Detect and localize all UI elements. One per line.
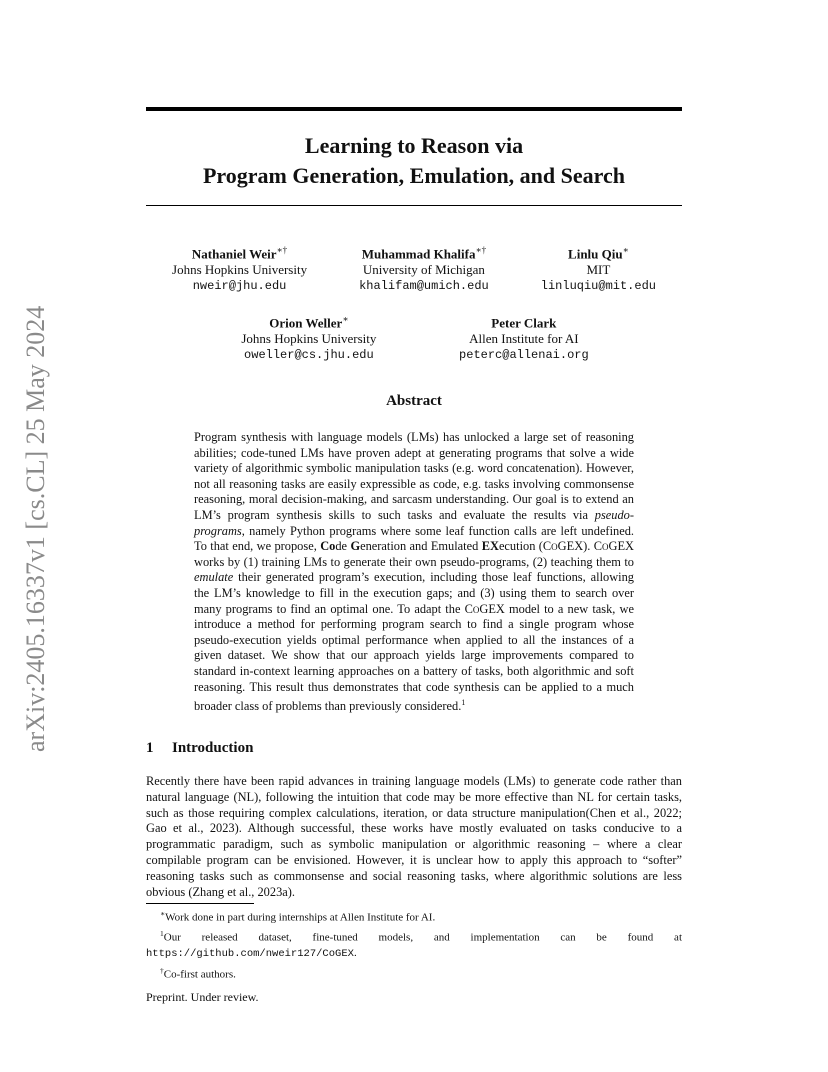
author-mark: ∗†: [475, 245, 487, 255]
author-affiliation: Johns Hopkins University: [172, 262, 308, 278]
author-email[interactable]: peterc@allenai.org: [459, 348, 589, 363]
author-name: Nathaniel Weir: [191, 246, 277, 262]
author-affiliation: Johns Hopkins University: [241, 331, 377, 347]
author-affiliation: Allen Institute for AI: [469, 331, 579, 347]
abstract-heading: Abstract: [386, 393, 442, 409]
footnote-text: Work done in part during internships at Allen Institute for AI.: [165, 911, 436, 924]
paper-title: [146, 131, 682, 191]
intro-paragraph: Recently there have been rapid advances in training language models (LMs) to generate code rather than natural language (NL), following the intuition that code may be more effective than NL for certain tasks, such as those requiring complex calculations, iteration, or data structure manipulation(Chen et al., 2022; Gao et al., 2023). Although successful, these works have mostly evaluated on tasks conducive to a programmatic paradigm, such as symbolic manipulation or algorithmic reasoning – where a clear compilable program can be envisioned. However, it is unclear how to apply this approach to “softer” reasoning tasks such as commonsense and social reasoning tasks, where algorithmic solutions are less obvious (Zhang et al., 2023a).: [146, 774, 682, 899]
footnote-mark: 1: [160, 929, 164, 939]
title-line-1: Learning to Reason via: [304, 133, 524, 158]
method-name: CoGEX: [542, 539, 584, 554]
author-affiliation: MIT: [586, 262, 611, 278]
author-block: [459, 311, 589, 363]
preprint-note: Preprint. Under review.: [146, 990, 259, 1004]
author-block: [241, 311, 376, 363]
abstract-bold: Co: [320, 539, 336, 554]
abstract-text: their generated program’s execution, including those leaf functions, allowing the LM’s knowledge to fill in the execution gaps; and (3) using them to search over many programs to find an optimal one. To adapt the: [194, 570, 634, 616]
abstract-emphasis: pseudo-programs: [194, 507, 634, 538]
method-name: CoGEX: [464, 601, 505, 616]
author-name: Peter Clark: [491, 315, 557, 331]
footnote-ref[interactable]: 1: [461, 698, 466, 708]
footnote: [146, 963, 682, 983]
abstract-text: eneration and Emulated: [360, 539, 482, 554]
abstract-text: model to a new task, we introduce a method for performing program search to find a single program whose pseudo-execution yields optimal performance when applied to all the instances of a given dataset. We show that our approach yields large improvements compared to standard in-context learning approaches on a battery of tasks, both algorithmic and soft reasoning. This result thus demonstrates that code synthesis can be applied to a much broader class of problems than previously considered.: [194, 601, 634, 714]
abstract-text: de: [335, 539, 351, 554]
footnote: [146, 906, 682, 926]
title-line-2: Program Generation, Emulation, and Search: [202, 163, 626, 188]
abstract-text: ecution (: [498, 539, 543, 554]
author-email[interactable]: nweir@jhu.edu: [192, 279, 287, 294]
author-affiliation: University of Michigan: [362, 262, 485, 278]
abstract-body: [194, 430, 634, 715]
author-email[interactable]: linluqiu@mit.edu: [540, 279, 656, 294]
footnote-mark: †: [160, 965, 164, 975]
author-email[interactable]: oweller@cs.jhu.edu: [244, 348, 374, 363]
author-mark: ∗: [622, 245, 629, 255]
footnotes: [146, 906, 682, 983]
footnote-rule: [146, 903, 254, 904]
authors-row-2: [200, 311, 630, 363]
author-mark: ∗†: [276, 245, 288, 255]
abstract-text: Program synthesis with language models (LMs) has unlocked a large set of reasoning abilities; code-tuned LMs have proven adept at generating programs that solve a wide variety of algorithmic symbolic manipulation tasks (e.g. word concatenation). However, not all reasoning tasks are easily expressible as code, e.g. tasks involving commonsense reasoning, moral decision-making, and sarcasm understanding. Our goal is to extend an LM’s program synthesis skills to such tasks and evaluate the results via: [194, 430, 634, 522]
arxiv-stamp: [12, 280, 60, 760]
footnote-text: Co-first authors.: [163, 968, 236, 981]
author-name: Linlu Qiu: [568, 246, 623, 262]
arxiv-stamp-svg: [12, 280, 60, 760]
repo-link[interactable]: https://github.com/nweir127/CoGEX: [146, 948, 354, 961]
author-mark: ∗: [342, 314, 349, 324]
abstract-text: , namely Python programs where some leaf function calls are left undefined. To that end, we propose,: [194, 523, 634, 554]
author-block: [541, 242, 656, 294]
footnote-mark: ∗: [160, 909, 166, 918]
footnote: [146, 926, 682, 963]
author-block: [172, 242, 307, 294]
author-email[interactable]: khalifam@umich.edu: [359, 279, 489, 294]
abstract-emphasis: emulate: [194, 570, 234, 585]
footnote-text: .: [353, 947, 357, 960]
abstract-bold: EX: [481, 539, 499, 554]
title-rule-bottom: [146, 205, 682, 206]
footnote-text: Our released dataset, fine-tuned models, and implementation can be found at: [163, 931, 682, 944]
section-title: Introduction: [172, 740, 254, 756]
arxiv-id-text: arXiv:2405.16337v1 [cs.CL] 25 May 2024: [21, 305, 50, 752]
abstract-text: works by (1) training LMs to generate their own pseudo-programs, (2) teaching them to: [194, 554, 634, 569]
authors-row-1: [146, 242, 682, 294]
author-name: Orion Weller: [269, 315, 343, 331]
author-block: [359, 242, 489, 294]
abstract-bold: G: [350, 539, 361, 554]
section-number: 1: [146, 740, 154, 756]
author-name: Muhammad Khalifa: [361, 246, 476, 262]
section-heading: [146, 740, 253, 757]
title-rule-top: [146, 107, 682, 111]
abstract-text: ).: [583, 539, 594, 554]
method-name: CoGEX: [593, 539, 635, 554]
